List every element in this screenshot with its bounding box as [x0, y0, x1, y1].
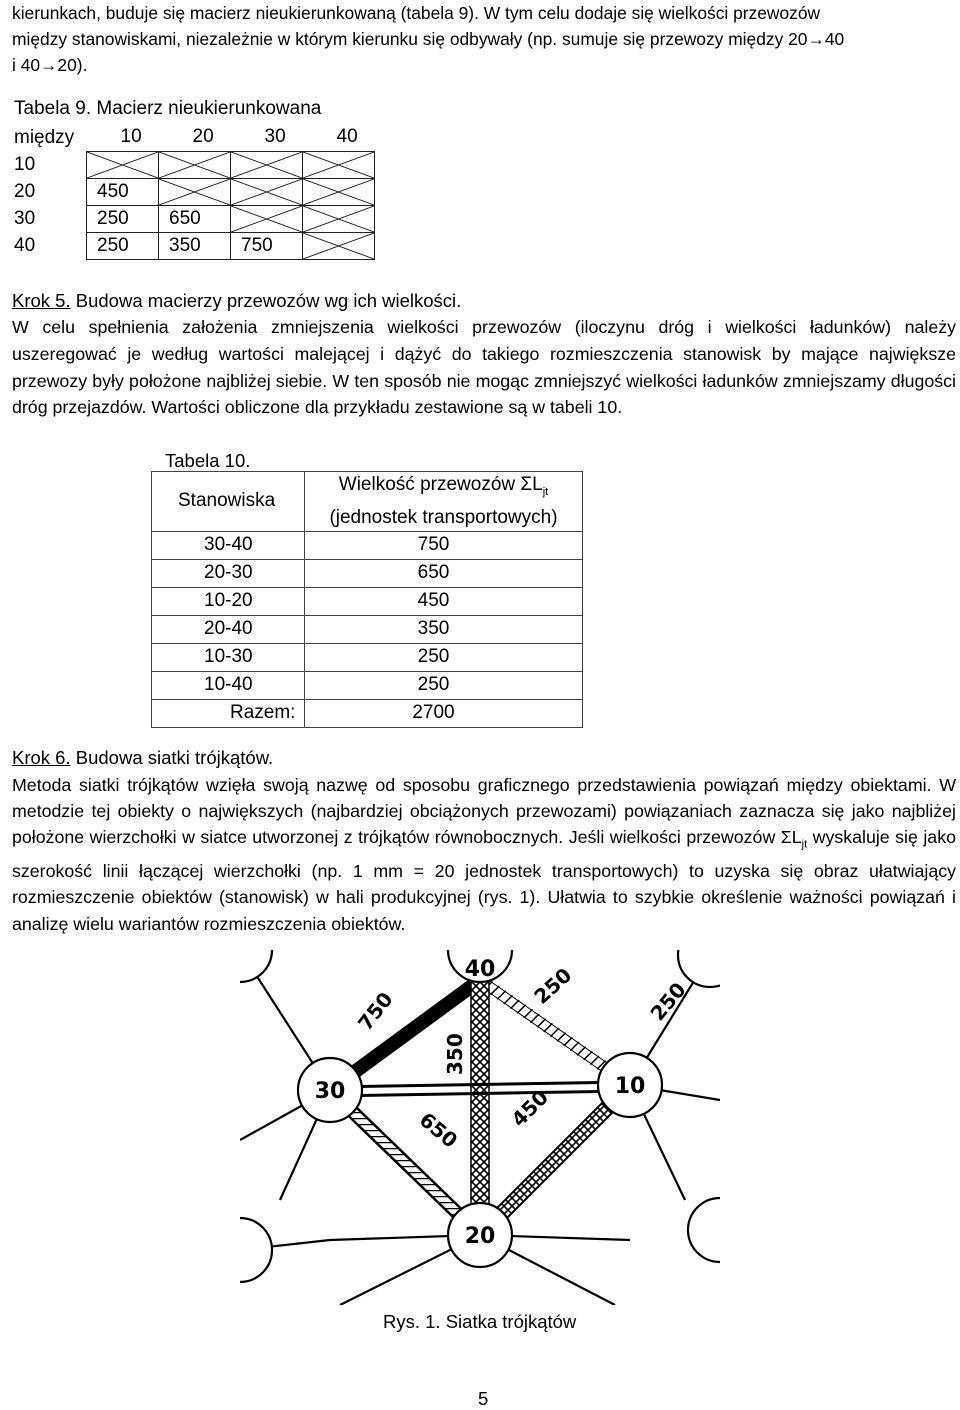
edge-label-350: 350 — [443, 1033, 467, 1075]
table9-cell: 250 — [87, 205, 159, 232]
table9-cell: 250 — [87, 232, 159, 259]
table9-crossed-cell — [231, 151, 303, 178]
table9-row — [12, 205, 375, 232]
krok6-paragraph — [12, 772, 956, 937]
table9-row-label: 40 — [14, 234, 36, 256]
table9-cell: 750 — [231, 232, 303, 259]
table10-total-row — [152, 699, 583, 727]
krok5-paragraph: W celu spełnienia założenia zmniejszenia wielkości przewozów (iloczynu dróg i wielkości ładunków) należy uszeregować je według wartości malejącej i dążyć do takiego rozmieszczenia stanowisk by mające największe przewozy były położone najbliżej siebie. W ten sposób nie mogąc zmniejszyć wielkości ładunków zmniejszamy długości dróg przejazdów. Wartości obliczone dla przykładu zestawione są w tabeli 10. — [12, 317, 956, 418]
edge-label-250-right: 250 — [645, 977, 691, 1026]
table9-row — [12, 151, 375, 178]
table10-col-wielkosc-sub: jt — [542, 485, 549, 498]
table9-crossed-cell — [303, 205, 375, 232]
table10-value: 750 — [305, 531, 583, 559]
table10-value: 250 — [305, 671, 583, 699]
page-number: 5 — [478, 1388, 489, 1409]
figure-caption: Rys. 1. Siatka trójkątów — [383, 1311, 577, 1332]
table9-crossed-cell — [303, 232, 375, 259]
table10-header-row — [152, 472, 583, 532]
table10-total-value: 2700 — [305, 699, 583, 727]
table10-pair: 10-20 — [152, 587, 305, 615]
table9-crossed-cell — [87, 151, 159, 178]
table10-col-stanowiska: Stanowiska — [152, 472, 305, 532]
intro-text — [12, 0, 952, 78]
table10-row — [152, 643, 583, 671]
table9-cell: 350 — [159, 232, 231, 259]
intro-line-2: między stanowiskami, niezależnie w którym kierunku się odbywały (np. sumuje się przewozy między 20→40 — [12, 29, 845, 49]
table10-col-wielkosc — [305, 472, 583, 532]
table9-title: Tabela 9. Macierz nieukierunkowana — [14, 98, 322, 119]
krok6-body-sub: jt — [801, 838, 808, 851]
node-label-30: 30 — [314, 1079, 346, 1104]
table10 — [151, 471, 583, 728]
table10-pair: 10-30 — [152, 643, 305, 671]
table9-col-header: 30 — [264, 126, 286, 148]
intro-line-3: i 40→20). — [12, 55, 88, 75]
table9-col-header: 10 — [120, 126, 142, 148]
krok6-heading — [12, 747, 273, 769]
table9-crossed-cell — [159, 178, 231, 205]
krok5-heading — [12, 290, 461, 312]
edge-label-750: 750 — [353, 987, 398, 1036]
krok5-title: Budowa macierzy przewozów wg ich wielkości. — [75, 290, 462, 311]
edge-label-450: 450 — [506, 1085, 554, 1132]
table10-pair: 30-40 — [152, 531, 305, 559]
table10-value: 350 — [305, 615, 583, 643]
table10-row — [152, 559, 583, 587]
table10-value: 450 — [305, 587, 583, 615]
table9-col-header: 40 — [336, 126, 358, 148]
table9-cell: 450 — [87, 178, 159, 205]
table9-crossed-cell — [159, 151, 231, 178]
table9-crossed-cell — [303, 178, 375, 205]
table10-total-label: Razem: — [152, 699, 305, 727]
table10-pair: 20-40 — [152, 615, 305, 643]
node-label-40: 40 — [464, 957, 496, 982]
table9-corner: między — [14, 126, 75, 148]
table9-crossed-cell — [231, 205, 303, 232]
table9-matrix — [12, 124, 375, 260]
table10-value: 650 — [305, 559, 583, 587]
krok6-body-1: Metoda siatki trójkątów wzięła swoją nazwę od sposobu graficznego przedstawienia powiązań między obiektami. W metodzie tej obiekty o największych (najbardziej obciążonych przewozami) powiązaniach zaznacza się jako najbliżej położone wierzchołki w siatce utworzonej z trójkątów równobocznych. Jeśli wielkości przewozów ΣL — [12, 775, 956, 848]
table10-row — [152, 671, 583, 699]
intro-line-1: kierunkach, buduje się macierz nieukierunkowaną (tabela 9). W tym celu dodaje się wielkości przewozów — [12, 3, 821, 23]
table10-title: Tabela 10. — [165, 450, 251, 471]
table10-value: 250 — [305, 643, 583, 671]
table10-col-wielkosc-line2: (jednostek transportowych) — [329, 506, 558, 528]
table10-pair: 10-40 — [152, 671, 305, 699]
table9-header-row — [12, 124, 375, 151]
node-label-20: 20 — [464, 1224, 496, 1249]
table9-row — [12, 178, 375, 205]
table9-cell: 650 — [159, 205, 231, 232]
table9-row-label: 30 — [14, 207, 36, 229]
edge-20-40 — [471, 980, 489, 1235]
table9-col-header: 20 — [192, 126, 214, 148]
krok6-title: Budowa siatki trójkątów. — [75, 747, 274, 768]
table9-crossed-cell — [303, 151, 375, 178]
table10-pair: 20-30 — [152, 559, 305, 587]
table9-row-label: 20 — [14, 180, 36, 202]
table9-row-label: 10 — [14, 153, 36, 175]
triangle-mesh-figure — [240, 950, 720, 1305]
table10-row — [152, 615, 583, 643]
table10-row — [152, 587, 583, 615]
table10-row — [152, 531, 583, 559]
krok6-body-2: wyskaluje się jako szerokość linii łączącej wierzchołki (np. 1 mm = 20 jednostek transportowych) to uzyska się obraz ułatwiający rozmieszczenie obiektów (stanowisk) w hali produkcyjnej (rys. 1). Ułatwia to szybkie określenie ważności powiązań i analizę wielu wariantów rozmieszczenia obiektów. — [12, 827, 956, 934]
krok5-label: Krok 5. — [12, 290, 71, 311]
table9-row — [12, 232, 375, 259]
krok6-label: Krok 6. — [12, 747, 71, 768]
edge-label-250-top: 250 — [529, 962, 577, 1009]
node-label-10: 10 — [614, 1074, 646, 1099]
table10-col-wielkosc-line1: Wielkość przewozów ΣL — [338, 474, 543, 495]
edge-label-650: 650 — [414, 1107, 463, 1153]
table9-crossed-cell — [231, 178, 303, 205]
